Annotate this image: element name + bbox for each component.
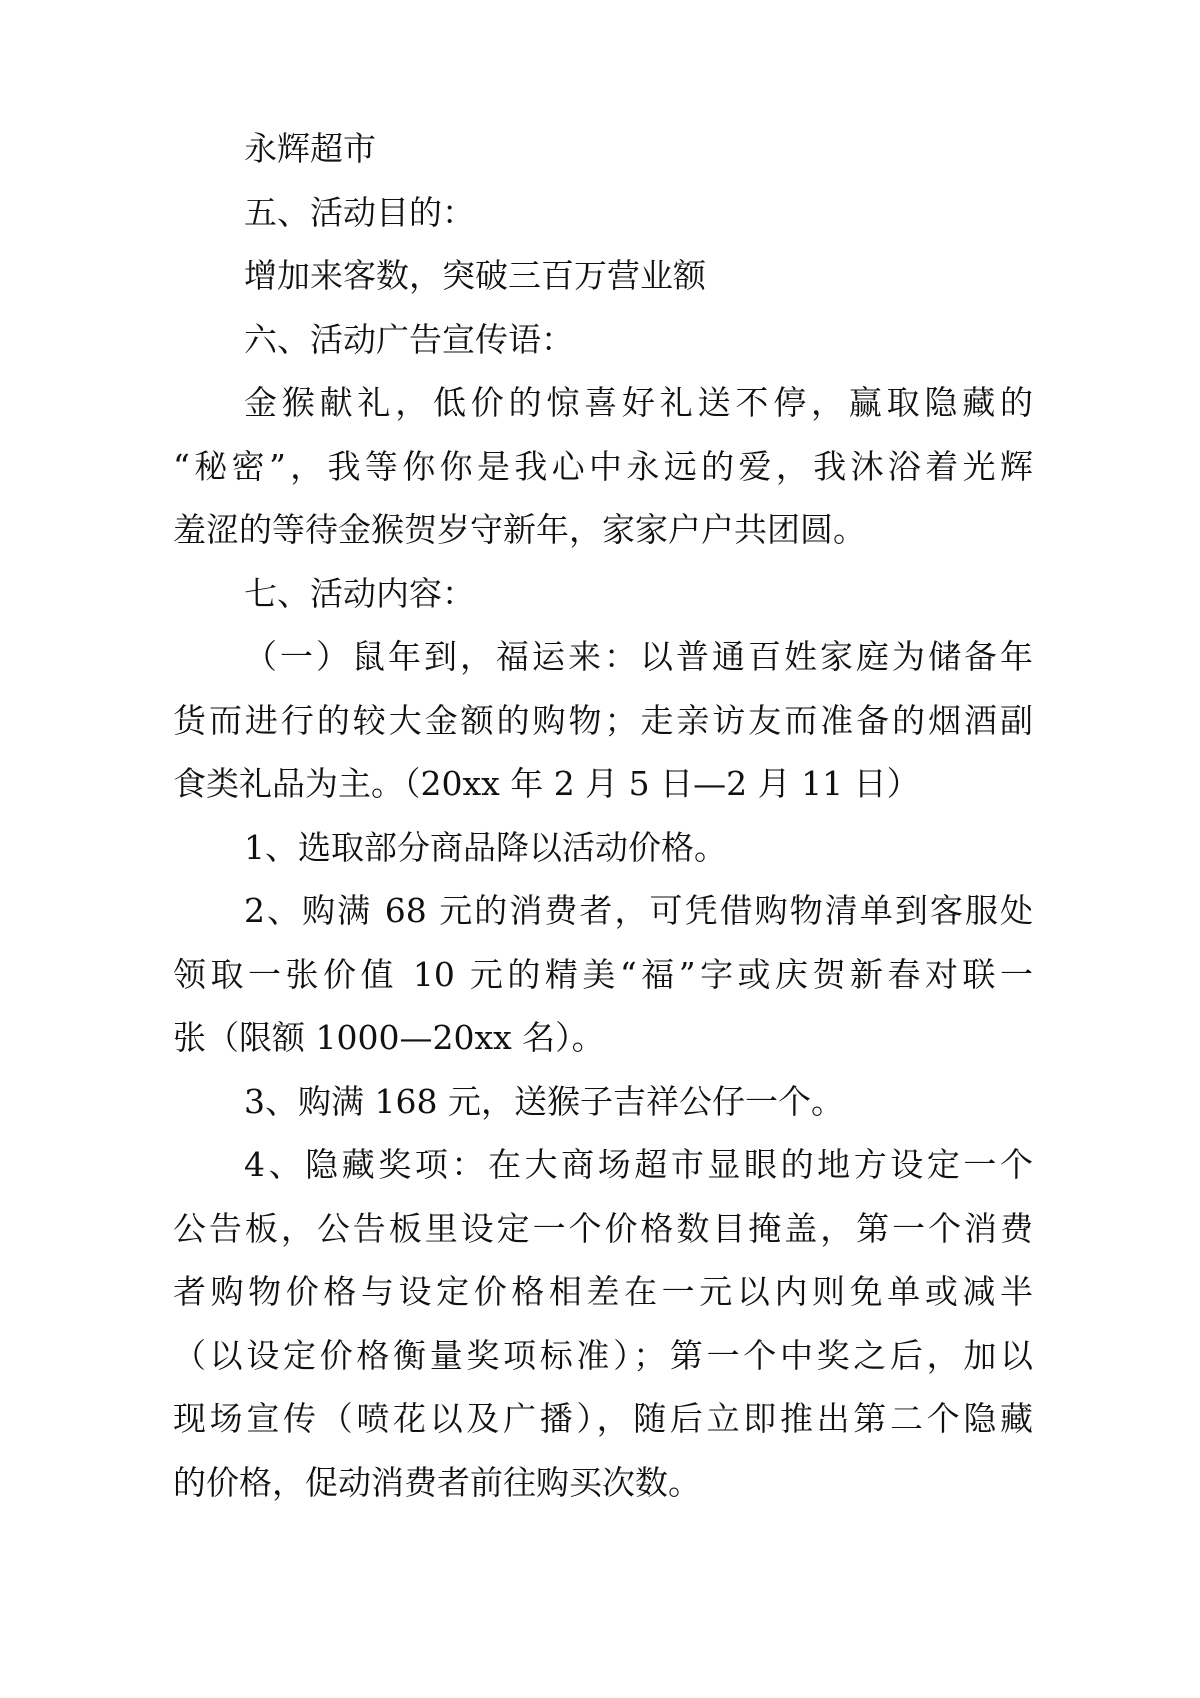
- text-line-item-3: 3、购满 168 元，送猴子吉祥公仔一个。: [244, 1081, 844, 1121]
- text-line-section-one-2: 货而进行的较大金额的购物；走亲访友而准备的烟酒副: [173, 700, 1033, 740]
- text-line-slogan-3: 羞涩的等待金猴贺岁守新年，家家户户共团圆。: [173, 510, 866, 549]
- text-line-heading-content: 七、活动内容：: [244, 573, 475, 613]
- text-line-heading-slogan: 六、活动广告宣传语：: [244, 319, 574, 359]
- text-line-section-one-1: （一）鼠年到，福运来：以普通百姓家庭为储备年: [244, 637, 1033, 676]
- text-line-item-4-5: 现场宣传（喷花以及广播），随后立即推出第二个隐藏: [173, 1399, 1033, 1438]
- text-line-item-2-2: 领取一张价值 10 元的精美“福”字或庆贺新春对联一: [173, 954, 1033, 994]
- text-line-item-4-2: 公告板，公告板里设定一个价格数目掩盖，第一个消费: [173, 1208, 1033, 1248]
- text-line-item-4-6: 的价格，促动消费者前往购买次数。: [173, 1462, 701, 1502]
- text-line-item-2-3: 张（限额 1000—20xx 名）。: [173, 1018, 605, 1057]
- text-line-item-4-4: （以设定价格衡量奖项标准）；第一个中奖之后，加以: [173, 1335, 1033, 1375]
- text-line-slogan-2: “秘密”，我等你你是我心中永远的爱，我沐浴着光辉: [173, 446, 1033, 486]
- text-line-section-one-3: 食类礼品为主。（20xx 年 2 月 5 日—2 月 11 日）: [173, 764, 920, 803]
- text-line-item-1: 1、选取部分商品降以活动价格。: [244, 827, 727, 867]
- text-line-purpose: 增加来客数，突破三百万营业额: [244, 256, 706, 295]
- document-body: [173, 117, 1033, 1514]
- text-line-store-name: 永辉超市: [244, 129, 376, 168]
- text-line-slogan-1: 金猴献礼，低价的惊喜好礼送不停，赢取隐藏的: [244, 383, 1033, 422]
- text-line-item-2-1: 2、购满 68 元的消费者，可凭借购物清单到客服处: [244, 891, 1033, 930]
- text-line-item-4-1: 4、隐藏奖项：在大商场超市显眼的地方设定一个: [244, 1145, 1033, 1184]
- text-line-item-4-3: 者购物价格与设定价格相差在一元以内则免单或减半: [173, 1272, 1033, 1311]
- text-line-heading-purpose: 五、活动目的：: [244, 192, 475, 232]
